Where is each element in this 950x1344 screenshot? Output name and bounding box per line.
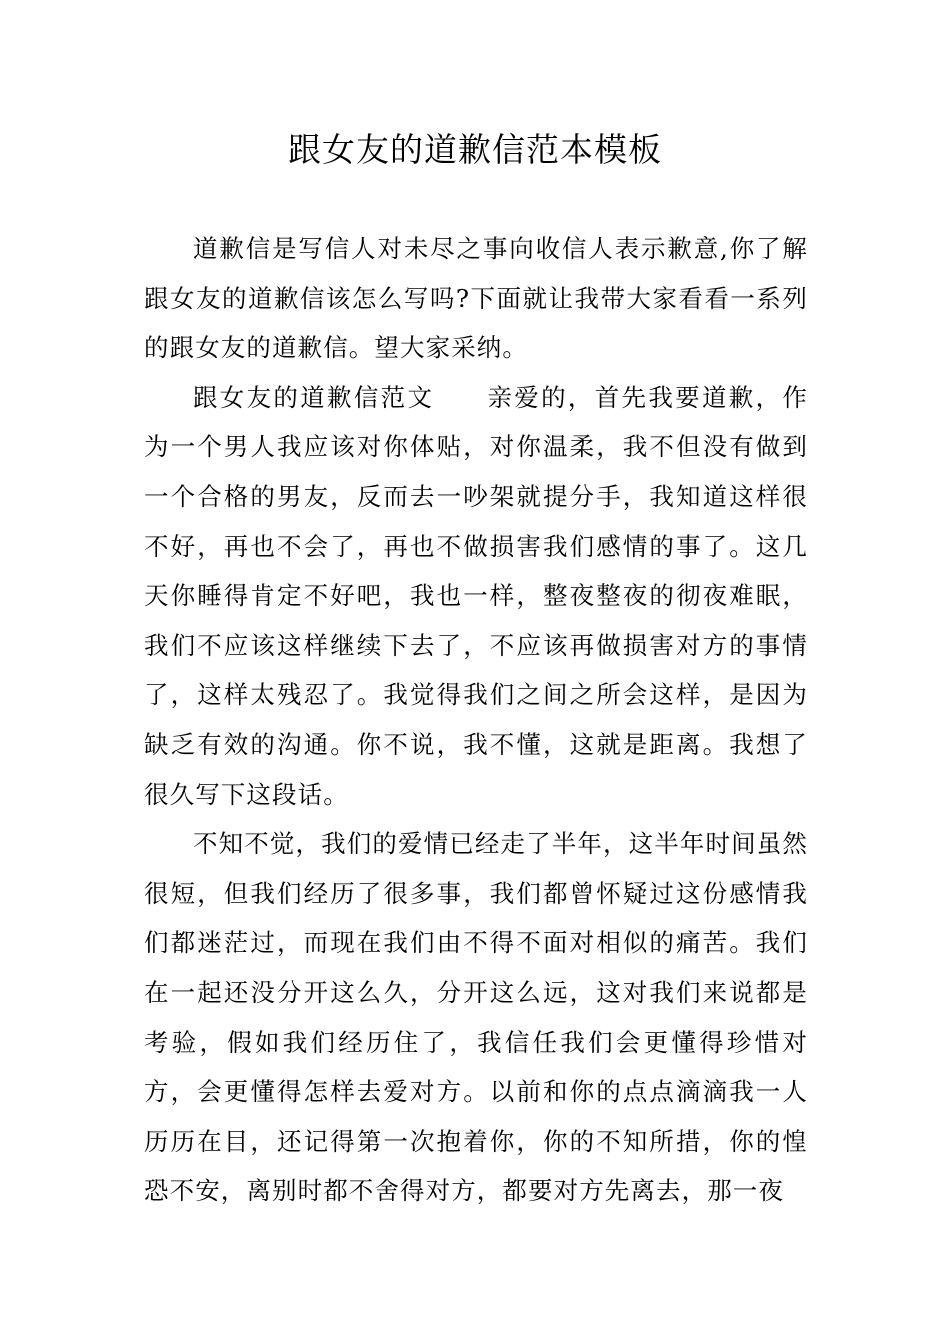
intro-paragraph: 道歉信是写信人对未尽之事向收信人表示歉意,你了解跟女友的道歉信该怎么写吗?下面就让我带大家看看一系列的跟女友的道歉信。望大家采纳。 [144,234,808,363]
sample-letter-text: 亲爱的，首先我要道歉，作为一个男人我应该对你体贴，对你温柔，我不但没有做到一个合格的男友，反而去一吵架就提分手，我知道这样很不好，再也不会了，再也不做损害我们感情的事了。这几天你睡得肯定不好吧，我也一样，整夜整夜的彻夜难眠，我们不应该这样继续下去了，不应该再做损害对方的事情了，这样太残忍了。我觉得我们之间之所会这样，是因为缺乏有效的沟通。你不说，我不懂，这就是距离。我想了很久写下这段话。 [144,382,808,809]
body-paragraph: 不知不觉，我们的爱情已经走了半年，这半年时间虽然很短，但我们经历了很多事，我们都曾怀疑过这份感情我们都迷茫过，而现在我们由不得不面对相似的痛苦。我们在一起还没分开这么久，分开这么远，这对我们来说都是考验，假如我们经历住了，我信任我们会更懂得珍惜对方，会更懂得怎样去爱对方。以前和你的点点滴滴我一人历历在目，还记得第一次抱着你，你的不知所措，你的惶恐不安，离别时都不舍得对方，都要对方先离去，那一夜 [144,829,808,1206]
sample-letter-paragraph [144,373,808,819]
sample-heading: 跟女友的道歉信范文 [193,382,435,412]
document-body [144,224,808,1216]
document-title: 跟女友的道歉信范本模板 [288,130,662,169]
